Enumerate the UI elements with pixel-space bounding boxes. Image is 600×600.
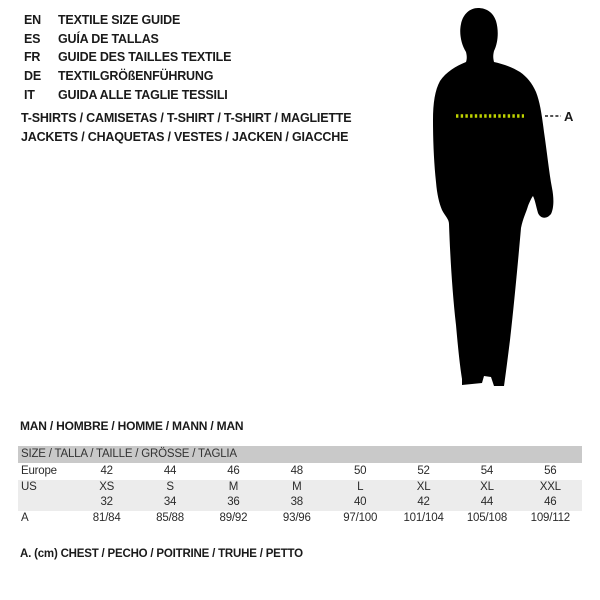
table-cell: 52	[417, 465, 430, 477]
language-row	[24, 11, 231, 30]
language-code: DE	[24, 69, 41, 84]
language-label: GUIDE DES TAILLES TEXTILE	[58, 50, 232, 65]
table-cell: 46	[544, 496, 557, 508]
language-row	[24, 67, 231, 86]
category-list	[21, 109, 351, 146]
table-cell: 40	[353, 496, 367, 508]
table-row-chest-a	[18, 511, 582, 527]
table-cell: 109/112	[530, 511, 570, 524]
table-cell: 50	[353, 465, 367, 477]
table-cell: 89/92	[219, 511, 248, 524]
table-row-us-numeric	[18, 495, 582, 511]
row-label: US	[21, 480, 37, 493]
table-cell: 105/108	[466, 511, 508, 524]
table-cell: XL	[480, 480, 494, 493]
category-line-tshirts: T-SHIRTS / CAMISETAS / T-SHIRT / T-SHIRT / MAGLIETTE	[21, 111, 352, 125]
language-label: TEXTILGRÖßENFÜHRUNG	[58, 69, 214, 84]
language-row	[24, 48, 231, 67]
table-cell: 42	[417, 496, 430, 508]
size-table	[18, 446, 582, 526]
row-label	[18, 495, 75, 511]
table-cell: XXL	[539, 480, 561, 493]
man-silhouette	[433, 8, 553, 386]
measurement-footnote: A. (cm) CHEST / PECHO / POITRINE / TRUHE / PETTO	[20, 548, 303, 560]
table-cell: 54	[480, 465, 494, 477]
table-cell: 46	[227, 465, 240, 477]
table-row-europe	[18, 464, 582, 480]
table-cell: 93/96	[282, 511, 311, 524]
table-cell: L	[357, 480, 364, 493]
table-cell: 56	[544, 465, 557, 477]
language-code: IT	[24, 87, 35, 102]
table-row-us	[18, 480, 582, 496]
row-label: A	[21, 511, 29, 524]
table-cell: 36	[227, 496, 240, 508]
language-label: GUÍA DE TALLAS	[58, 31, 159, 46]
table-cell: 97/100	[343, 511, 378, 524]
table-cell: M	[228, 480, 239, 493]
table-cell: 101/104	[403, 511, 444, 524]
table-cell: 34	[163, 496, 177, 508]
man-silhouette-figure	[403, 0, 583, 400]
table-cell: S	[166, 480, 174, 493]
table-cell: 81/84	[92, 511, 121, 524]
table-cell: 85/88	[156, 511, 184, 524]
table-cell: 48	[290, 465, 304, 477]
language-list	[24, 11, 231, 104]
table-cell: XS	[99, 480, 115, 493]
language-row	[24, 85, 231, 104]
table-cell: 38	[290, 496, 304, 508]
language-label: GUIDA ALLE TAGLIE TESSILI	[58, 87, 228, 102]
table-cell: XL	[416, 480, 431, 493]
size-table-header: SIZE / TALLA / TAILLE / GRÖSSE / TAGLIA	[18, 446, 582, 463]
table-cell: 44	[480, 496, 494, 508]
category-line-jackets: JACKETS / CHAQUETAS / VESTES / JACKEN / GIACCHE	[21, 129, 349, 144]
table-cell: 42	[100, 465, 113, 477]
table-cell: M	[292, 480, 302, 493]
language-code: EN	[24, 13, 41, 28]
language-code: FR	[24, 50, 41, 65]
language-row	[24, 30, 231, 49]
table-cell: 44	[163, 465, 177, 477]
chest-measure-label: A	[564, 109, 574, 124]
language-code: ES	[24, 31, 41, 46]
row-label: Europe	[21, 465, 57, 477]
language-label: TEXTILE SIZE GUIDE	[58, 13, 181, 28]
table-cell: 32	[100, 496, 113, 508]
section-title-man: MAN / HOMBRE / HOMME / MANN / MAN	[20, 419, 244, 433]
